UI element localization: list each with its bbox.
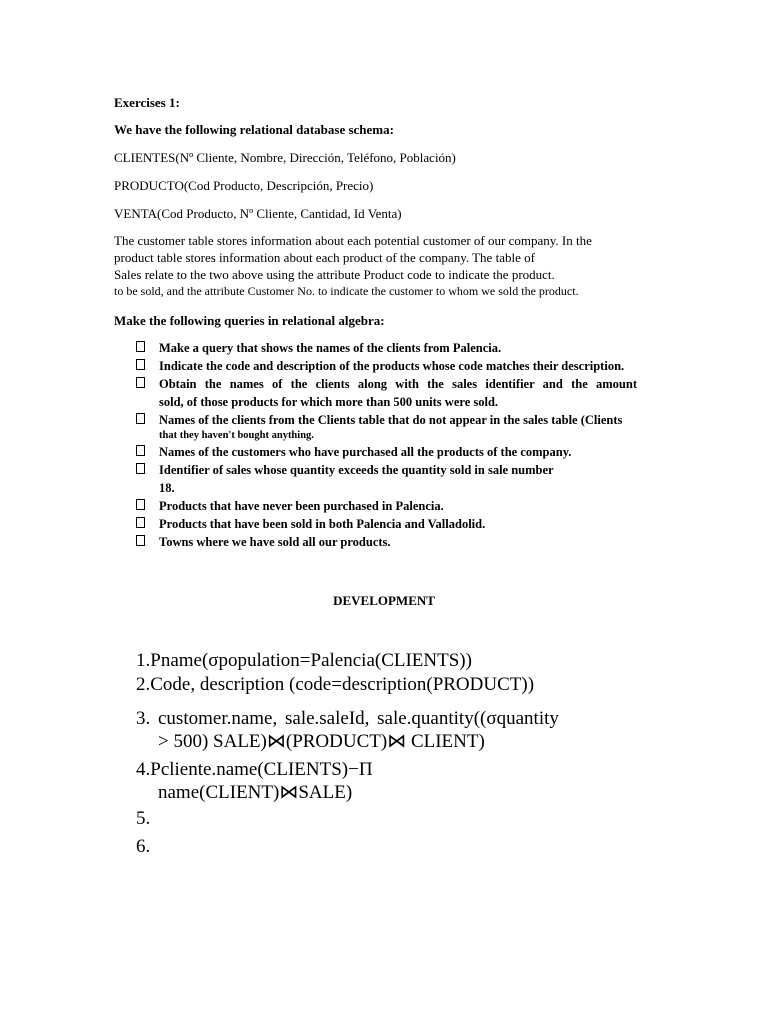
query-text: Products that have never been purchased in Palencia. xyxy=(159,499,444,513)
query-text: Products that have been sold in both Palencia and Valladolid. xyxy=(159,517,486,531)
checkbox-glyph-icon xyxy=(136,463,145,474)
development-line xyxy=(136,649,472,672)
schema-producto: PRODUCTO(Cod Producto, Descripción, Precio) xyxy=(114,178,374,193)
checkbox-glyph-icon xyxy=(136,445,145,456)
query-text-continued: 18. xyxy=(159,481,175,495)
development-text: 6. xyxy=(136,836,151,857)
development-line xyxy=(136,673,534,696)
description-paragraph xyxy=(114,232,634,300)
development-line xyxy=(136,758,373,804)
development-heading: DEVELOPMENT xyxy=(333,593,435,608)
development-text: 3. customer.name, sale.saleId, sale.quantity((σquantity xyxy=(136,708,559,729)
development-text: 2.Code, description (code=description(PRODUCT)) xyxy=(136,674,535,695)
exercise-title: Exercises 1: xyxy=(114,95,180,110)
description-line: The customer table stores information about each potential customer of our company. In the xyxy=(114,233,592,248)
list-item xyxy=(114,497,674,515)
query-text-continued: sold, of those products for which more than 500 units were sold. xyxy=(159,395,499,409)
development-text-continued: name(CLIENT)⋈SALE) xyxy=(158,782,353,803)
description-line: Sales relate to the two above using the attribute Product code to indicate the product. xyxy=(114,267,555,282)
development-text: 1.Pname(σpopulation=Palencia(CLIENTS)) xyxy=(136,650,472,671)
checkbox-glyph-icon xyxy=(136,341,145,352)
list-item xyxy=(114,411,674,443)
development-line xyxy=(136,807,150,830)
queries-intro: Make the following queries in relational algebra: xyxy=(114,313,385,328)
development-text-continued: > 500) SALE)⋈(PRODUCT)⋈ CLIENT) xyxy=(158,731,485,752)
checkbox-glyph-icon xyxy=(136,377,145,388)
checkbox-glyph-icon xyxy=(136,499,145,510)
query-text-continued: that they haven't bought anything. xyxy=(159,430,314,441)
development-line xyxy=(136,707,559,753)
list-item xyxy=(114,515,674,533)
checkbox-glyph-icon xyxy=(136,359,145,370)
schema-intro: We have the following relational database schema: xyxy=(114,122,394,137)
schema-clientes: CLIENTES(Nº Cliente, Nombre, Dirección, Teléfono, Población) xyxy=(114,150,456,165)
description-line: product table stores information about each product of the company. The table of xyxy=(114,250,535,265)
query-text: Towns where we have sold all our products. xyxy=(159,535,391,549)
list-item xyxy=(114,533,674,551)
query-text: Identifier of sales whose quantity exceeds the quantity sold in sale number xyxy=(159,463,554,477)
development-line xyxy=(136,835,150,858)
query-text: Obtain the names of the clients along with the sales identifier and the amount xyxy=(159,377,637,391)
development-text: 5. xyxy=(136,808,151,829)
query-text: Names of the clients from the Clients table that do not appear in the sales table (Clients xyxy=(159,413,623,427)
checkbox-glyph-icon xyxy=(136,517,145,528)
description-line: to be sold, and the attribute Customer No. to indicate the customer to whom we sold the product. xyxy=(114,284,579,298)
list-item xyxy=(114,461,674,497)
query-text: Indicate the code and description of the products whose code matches their description. xyxy=(159,359,625,373)
query-text: Names of the customers who have purchased all the products of the company. xyxy=(159,445,572,459)
checkbox-glyph-icon xyxy=(136,535,145,546)
list-item xyxy=(114,339,674,357)
development-text: 4.Pcliente.name(CLIENTS)−Π xyxy=(136,759,373,780)
list-item xyxy=(114,375,674,411)
checkbox-glyph-icon xyxy=(136,413,145,424)
list-item xyxy=(114,443,674,461)
list-item xyxy=(114,357,674,375)
schema-venta: VENTA(Cod Producto, Nº Cliente, Cantidad, Id Venta) xyxy=(114,206,402,221)
query-text: Make a query that shows the names of the clients from Palencia. xyxy=(159,341,502,355)
query-list xyxy=(114,339,674,551)
